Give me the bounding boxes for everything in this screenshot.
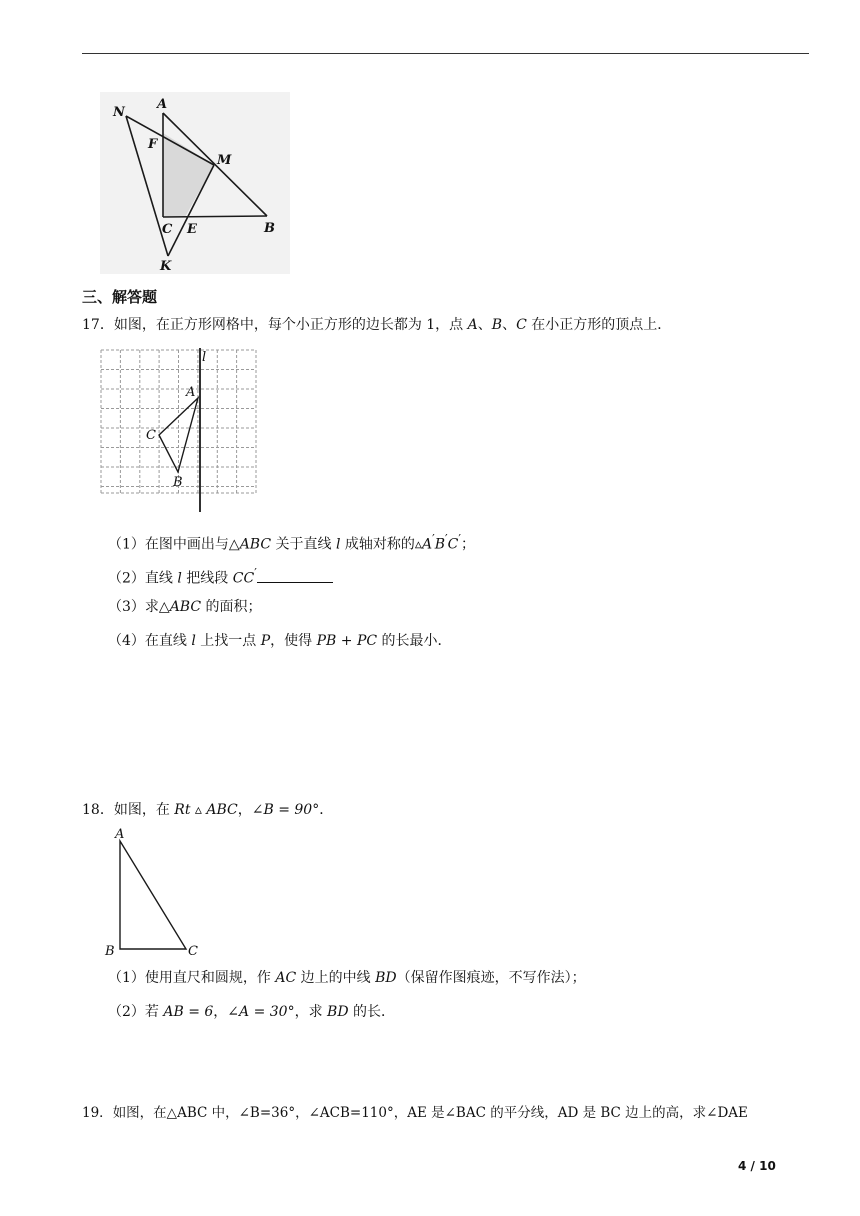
label-A: A	[157, 97, 168, 112]
q18-stem: 18．如图，在 Rt ▵ ABC，∠B = 90°．	[82, 802, 334, 818]
q17-stem: 17．如图，在正方形网格中，每个小正方形的边长都为 1，点 A、B、C 在小正方形的顶点上．	[82, 317, 672, 333]
figure-17-grid	[96, 346, 266, 516]
q17-part3: （3）求△ABC 的面积；	[108, 599, 262, 615]
label-M: M	[217, 153, 232, 168]
label-F: F	[148, 137, 158, 152]
triangle-ABC	[120, 841, 186, 949]
label-A: A	[186, 385, 196, 400]
segment-CB	[163, 216, 267, 217]
q17-part4: （4）在直线 l 上找一点 P，使得 PB + PC 的长最小．	[108, 633, 452, 649]
q19-stem: 19．如图，在△ABC 中，∠B=36°，∠ACB=110°，AE 是∠BAC 的平分线，AD 是 BC 边上的高，求∠DAE	[82, 1105, 748, 1121]
label-B: B	[264, 221, 275, 236]
q17-part2: （2）直线 l 把线段 CC′	[108, 563, 333, 589]
q18-part2: （2）若 AB = 6，∠A = 30°，求 BD 的长．	[108, 1004, 396, 1020]
label-E: E	[187, 222, 197, 237]
q17-part1: （1）在图中画出与△ABC 关于直线 l 成轴对称的▵A′B′C′；	[108, 532, 476, 553]
q18-part1: （1）使用直尺和圆规，作 AC 边上的中线 BD（保留作图痕迹，不写作法）；	[108, 970, 586, 986]
section-title: 三、解答题	[82, 288, 158, 306]
label-C: C	[188, 944, 198, 959]
figure-16	[100, 92, 290, 274]
label-C: C	[162, 222, 173, 237]
figure-18	[100, 824, 210, 960]
label-l: l	[202, 350, 207, 365]
label-N: N	[113, 105, 125, 120]
label-A: A	[115, 827, 125, 842]
label-B: B	[173, 475, 183, 490]
header-rule	[82, 53, 809, 54]
label-B: B	[105, 944, 115, 959]
label-K: K	[160, 259, 172, 274]
answer-blank	[257, 568, 333, 583]
page-number: 4 / 10	[738, 1159, 776, 1173]
label-C: C	[146, 428, 156, 443]
